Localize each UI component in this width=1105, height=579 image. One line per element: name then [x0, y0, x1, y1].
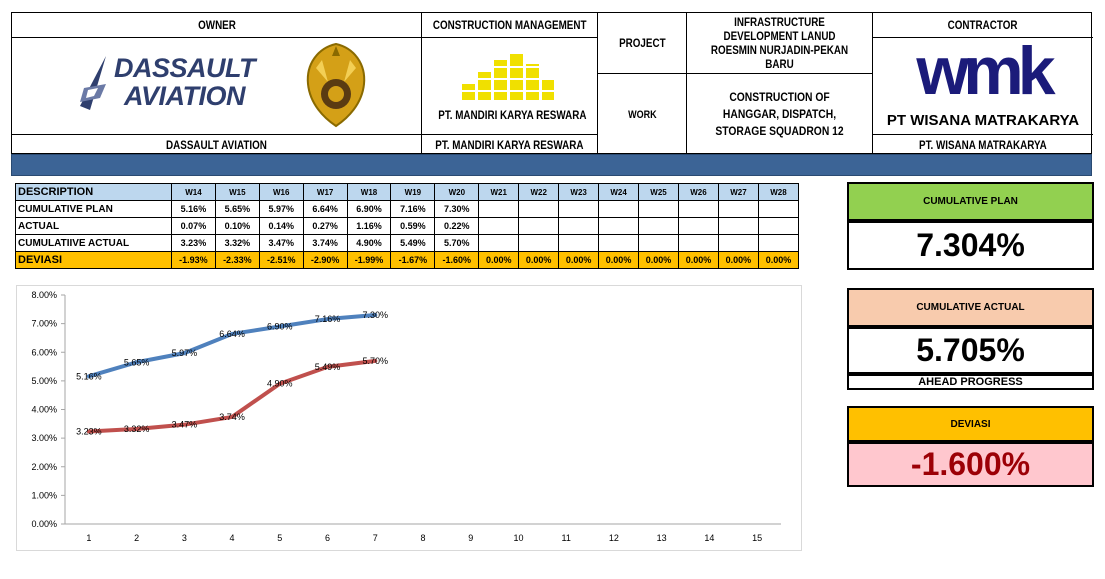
table-cell	[679, 201, 719, 218]
contractor-logo-area	[873, 33, 1093, 134]
row-label: CUMULATIVE PLAN	[16, 201, 172, 218]
table-cell: 0.00%	[559, 252, 599, 269]
week-header: W27	[718, 184, 758, 201]
x-tick-label: 2	[134, 533, 140, 543]
project-value: INFRASTRUCTURE DEVELOPMENT LANUD ROESMIN NURJADIN-PEKAN BARU	[687, 13, 873, 74]
table-cell	[639, 235, 679, 252]
desc-header: DESCRIPTION	[16, 184, 172, 201]
week-header: W20	[435, 184, 479, 201]
table-cell: -2.90%	[303, 252, 347, 269]
cm-name: PT. MANDIRI KARYA RESWARA	[422, 134, 598, 155]
table-cell	[758, 235, 798, 252]
table-cell	[758, 218, 798, 235]
actual-label: CUMULATIVE ACTUAL	[847, 288, 1094, 327]
data-label: 3.47%	[171, 419, 198, 430]
header-band	[11, 154, 1092, 176]
dassault-logo	[72, 52, 277, 118]
contractor-logo-name: PT WISANA MATRAKARYA	[886, 112, 1080, 129]
data-label: 5.49%	[314, 361, 341, 372]
table-cell	[599, 235, 639, 252]
actual-value: 5.705%	[847, 327, 1094, 374]
table-cell: 5.49%	[391, 235, 435, 252]
work-value: CONSTRUCTION OF HANGGAR, DISPATCH, STORAGE SQUADRON 12	[687, 74, 873, 155]
owner-logo-line2: AVIATION	[124, 81, 245, 111]
dassault-emblem-icon	[76, 54, 116, 118]
y-tick-label: 0.00%	[31, 519, 57, 529]
table-cell: 3.23%	[172, 235, 216, 252]
x-tick-label: 5	[277, 533, 283, 543]
week-header: W14	[172, 184, 216, 201]
table-cell: -1.99%	[347, 252, 391, 269]
table-cell	[559, 201, 599, 218]
data-label: 5.97%	[171, 348, 198, 359]
table-header-row	[16, 184, 799, 201]
table-cell	[758, 201, 798, 218]
contractor-name: PT. WISANA MATRAKARYA	[873, 134, 1093, 155]
x-tick-label: 11	[561, 533, 571, 543]
data-label: 3.74%	[219, 411, 245, 422]
table-cell: 0.00%	[679, 252, 719, 269]
table-cell	[599, 218, 639, 235]
table-cell: 4.90%	[347, 235, 391, 252]
x-tick-label: 4	[229, 533, 235, 543]
table-cell	[559, 235, 599, 252]
progress-table	[15, 183, 799, 269]
y-tick-label: 7.00%	[31, 318, 57, 329]
table-cell: 5.97%	[259, 201, 303, 218]
cm-title: CONSTRUCTION MANAGEMENT	[422, 13, 598, 38]
table-cell: -1.67%	[391, 252, 435, 269]
table-cell	[639, 218, 679, 235]
owner-name: DASSAULT AVIATION	[12, 134, 422, 155]
week-header: W24	[599, 184, 639, 201]
y-tick-label: 2.00%	[31, 461, 57, 472]
plan-label: CUMULATIVE PLAN	[847, 182, 1094, 221]
progress-chart	[16, 285, 802, 551]
data-label: 3.32%	[123, 423, 150, 434]
table-cell: 0.00%	[639, 252, 679, 269]
week-header: W25	[639, 184, 679, 201]
wmk-logo: wmk	[916, 33, 1050, 109]
table-cell: 7.30%	[435, 201, 479, 218]
x-tick-label: 1	[86, 533, 92, 543]
week-header: W17	[303, 184, 347, 201]
table-cell: -2.51%	[259, 252, 303, 269]
x-tick-label: 6	[325, 533, 331, 543]
data-label: 6.64%	[219, 328, 245, 339]
table-cell: 0.14%	[259, 218, 303, 235]
header-block	[11, 12, 1092, 154]
table-cell: 5.16%	[172, 201, 216, 218]
y-tick-label: 1.00%	[31, 490, 57, 501]
table-cell	[519, 201, 559, 218]
dev-value: -1.600%	[847, 442, 1094, 487]
y-tick-label: 5.00%	[31, 375, 57, 386]
y-tick-label: 6.00%	[31, 347, 57, 358]
table-cell	[679, 218, 719, 235]
table-cell: 5.65%	[215, 201, 259, 218]
x-tick-label: 8	[420, 533, 426, 543]
table-cell: 3.74%	[303, 235, 347, 252]
table-cell	[479, 218, 519, 235]
table-cell: -1.93%	[172, 252, 216, 269]
table-cell: -2.33%	[215, 252, 259, 269]
chart-svg	[17, 286, 803, 552]
cm-logo-name: PT. MANDIRI KARYA RESWARA	[438, 108, 587, 122]
status-label: AHEAD PROGRESS	[847, 374, 1094, 390]
owner-logo-area	[12, 38, 422, 134]
owner-logo-line1: DASSAULT	[114, 53, 255, 83]
table-cell	[559, 218, 599, 235]
table-row-deviasi	[16, 252, 799, 269]
data-label: 4.90%	[267, 378, 293, 389]
x-tick-label: 13	[656, 533, 667, 543]
y-tick-label: 4.00%	[31, 404, 57, 415]
table-cell: 0.00%	[758, 252, 798, 269]
row-label: ACTUAL	[16, 218, 172, 235]
x-tick-label: 15	[752, 533, 763, 543]
mandiri-logo-icon	[462, 54, 554, 100]
week-header: W28	[758, 184, 798, 201]
data-label: 5.65%	[123, 357, 150, 368]
contractor-title: CONTRACTOR	[873, 13, 1093, 38]
dev-label: DEVIASI	[847, 406, 1094, 442]
table-cell	[479, 235, 519, 252]
table-cell: 3.32%	[215, 235, 259, 252]
week-header: W19	[391, 184, 435, 201]
table-cell	[639, 201, 679, 218]
data-label: 6.90%	[267, 321, 293, 332]
table-row-actual	[16, 218, 799, 235]
plan-value: 7.304%	[847, 221, 1094, 270]
x-tick-label: 9	[468, 533, 474, 543]
x-tick-label: 10	[513, 533, 524, 543]
week-header: W22	[519, 184, 559, 201]
table-cell: 0.10%	[215, 218, 259, 235]
air-force-emblem-icon	[298, 38, 374, 132]
x-tick-label: 12	[608, 533, 619, 543]
table-cell	[519, 235, 559, 252]
x-tick-label: 3	[181, 533, 187, 543]
y-tick-label: 3.00%	[31, 433, 57, 444]
week-header: W23	[559, 184, 599, 201]
cm-logo-area	[422, 38, 598, 134]
row-label: DEVIASI	[16, 252, 172, 269]
owner-title: OWNER	[12, 13, 422, 38]
week-header: W16	[259, 184, 303, 201]
week-header: W26	[679, 184, 719, 201]
table-cell: 0.59%	[391, 218, 435, 235]
table-cell: 7.16%	[391, 201, 435, 218]
table-cell: 0.00%	[519, 252, 559, 269]
table-cell: 0.22%	[435, 218, 479, 235]
table-cell: 6.64%	[303, 201, 347, 218]
row-label: CUMULATIIVE ACTUAL	[16, 235, 172, 252]
data-label: 5.70%	[362, 355, 389, 366]
x-tick-label: 7	[372, 533, 378, 543]
table-cell	[679, 235, 719, 252]
project-label: PROJECT	[598, 13, 687, 74]
table-cell: 3.47%	[259, 235, 303, 252]
table-cell: 0.00%	[599, 252, 639, 269]
table-cell: 0.07%	[172, 218, 216, 235]
week-header: W21	[479, 184, 519, 201]
table-cell: 0.00%	[479, 252, 519, 269]
table-cell	[479, 201, 519, 218]
table-row-cum-actual	[16, 235, 799, 252]
table-cell	[718, 218, 758, 235]
table-cell: 5.70%	[435, 235, 479, 252]
week-header: W15	[215, 184, 259, 201]
table-cell	[599, 201, 639, 218]
data-label: 7.16%	[314, 314, 341, 325]
table-cell	[519, 218, 559, 235]
table-cell	[718, 201, 758, 218]
data-label: 7.30%	[362, 310, 389, 321]
y-tick-label: 8.00%	[31, 290, 57, 300]
table-cell: 0.00%	[718, 252, 758, 269]
data-label: 3.23%	[76, 426, 102, 437]
x-tick-label: 14	[704, 533, 715, 543]
table-row-plan	[16, 201, 799, 218]
table-cell: 0.27%	[303, 218, 347, 235]
table-cell	[718, 235, 758, 252]
table-cell: 6.90%	[347, 201, 391, 218]
work-label: WORK	[598, 74, 687, 155]
week-header: W18	[347, 184, 391, 201]
table-cell: 1.16%	[347, 218, 391, 235]
table-cell: -1.60%	[435, 252, 479, 269]
data-label: 5.16%	[76, 371, 102, 382]
